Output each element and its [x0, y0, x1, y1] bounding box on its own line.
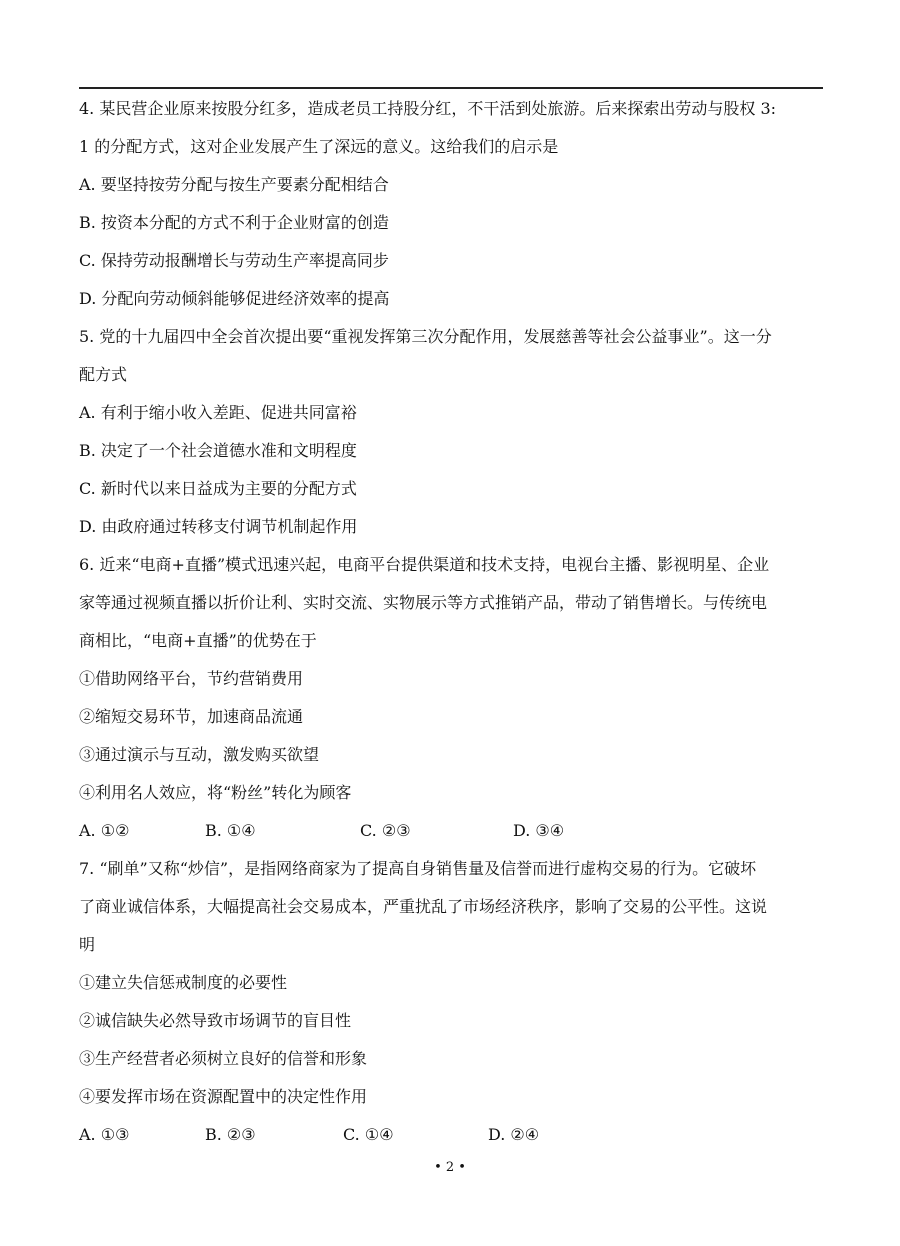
q6-statement-4: ④利用名人效应，将“粉丝”转化为顾客: [79, 783, 352, 802]
q6-choice-d: D. ③④: [513, 821, 565, 840]
q7-stem-line-1: 7. “刷单”又称“炒信”，是指网络商家为了提高自身销售量及信誉而进行虚构交易的行为。它破坏: [79, 859, 757, 878]
q6-stem-line-3: 商相比，“电商+直播”的优势在于: [79, 631, 317, 650]
q6-stem-line-1: 6. 近来“电商+直播”模式迅速兴起，电商平台提供渠道和技术支持，电视台主播、影视明星、企业: [79, 555, 770, 574]
q6-choice-c: C. ②③: [360, 821, 411, 840]
q7-statement-2: ②诚信缺失必然导致市场调节的盲目性: [79, 1011, 352, 1030]
q7-stem-line-2: 了商业诚信体系，大幅提高社会交易成本，严重扰乱了市场经济秩序，影响了交易的公平性。这说: [79, 897, 768, 916]
q5-option-c: C. 新时代以来日益成为主要的分配方式: [79, 479, 357, 498]
header-rule: [79, 87, 823, 89]
q7-stem-line-3: 明: [79, 935, 96, 954]
q7-choice-d: D. ②④: [488, 1125, 540, 1144]
q7-statement-1: ①建立失信惩戒制度的必要性: [79, 973, 288, 992]
q6-choice-a: A. ①②: [79, 821, 130, 840]
q5-option-d: D. 由政府通过转移支付调节机制起作用: [79, 517, 358, 536]
q7-choice-c: C. ①④: [343, 1125, 394, 1144]
q5-option-a: A. 有利于缩小收入差距、促进共同富裕: [79, 403, 357, 422]
q4-stem-line-1: 4. 某民营企业原来按股分红多，造成老员工持股分红，不干活到处旅游。后来探索出劳动与股权 3:: [79, 99, 777, 118]
q6-choice-b: B. ①④: [205, 821, 256, 840]
q4-option-c: C. 保持劳动报酬增长与劳动生产率提高同步: [79, 251, 389, 270]
q6-statement-3: ③通过演示与互动，激发购买欲望: [79, 745, 320, 764]
q5-stem-line-2: 配方式: [79, 365, 128, 384]
q4-option-b: B. 按资本分配的方式不利于企业财富的创造: [79, 213, 389, 232]
q6-statement-1: ①借助网络平台，节约营销费用: [79, 669, 304, 688]
q5-stem-line-1: 5. 党的十九届四中全会首次提出要“重视发挥第三次分配作用，发展慈善等社会公益事业”。这一分: [79, 327, 772, 346]
q6-stem-line-2: 家等通过视频直播以折价让利、实时交流、实物展示等方式推销产品，带动了销售增长。与传统电: [79, 593, 768, 612]
q5-option-b: B. 决定了一个社会道德水准和文明程度: [79, 441, 357, 460]
q4-option-d: D. 分配向劳动倾斜能够促进经济效率的提高: [79, 289, 390, 308]
q6-statement-2: ②缩短交易环节，加速商品流通: [79, 707, 304, 726]
q4-option-a: A. 要坚持按劳分配与按生产要素分配相结合: [79, 175, 389, 194]
q7-statement-4: ④要发挥市场在资源配置中的决定性作用: [79, 1087, 368, 1106]
page-number: • 2 •: [434, 1160, 466, 1175]
q4-stem-line-2: 1 的分配方式，这对企业发展产生了深远的意义。这给我们的启示是: [79, 137, 559, 156]
q7-statement-3: ③生产经营者必须树立良好的信誉和形象: [79, 1049, 368, 1068]
q7-choice-a: A. ①③: [79, 1125, 130, 1144]
q7-choice-b: B. ②③: [205, 1125, 256, 1144]
